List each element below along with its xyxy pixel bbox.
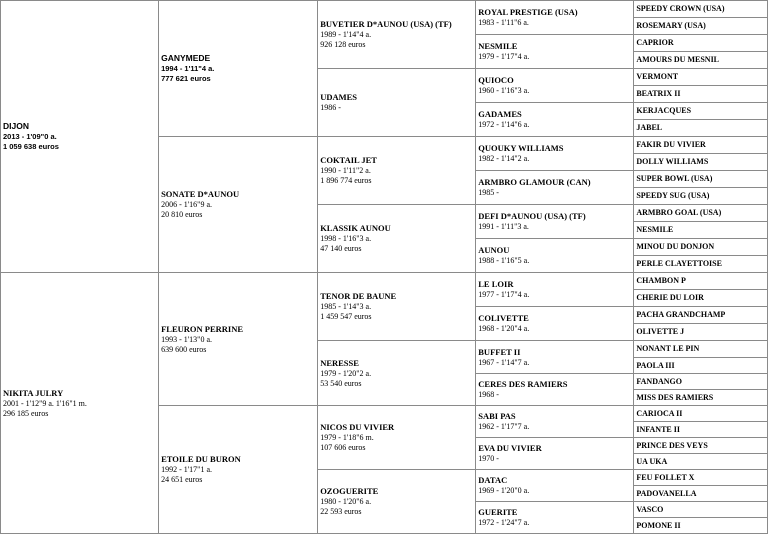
ancestor-name: GADAMES [478,109,522,119]
ancestor-name: VASCO [636,504,664,514]
ancestor-record: 1968 - [478,390,499,399]
ancestor-name: UA UKA [636,456,668,466]
gen4-ancestor [476,69,634,103]
ancestor-name: TENOR DE BAUNE [320,291,397,301]
ancestor-name: BUVETIER D*AUNOU (USA) (TF) [320,19,452,29]
gen5-ancestor [634,502,768,518]
ancestor-name: GUERITE [478,507,518,517]
ancestor-name: DATAC [478,475,508,485]
ancestor-name: QUIOCO [478,75,514,85]
gen4-ancestor [476,1,634,35]
gen5-ancestor [634,406,768,422]
ancestor-name: CHERIE DU LOIR [636,293,704,302]
ancestor-record: 1972 - 1'14"6 a. [478,120,530,129]
gen5-ancestor [634,154,768,171]
ancestor-name: FANDANGO [636,376,682,386]
ancestor-record: 1972 - 1'24"7 a. [478,518,530,527]
ancestor-name: ARMBRO GLAMOUR (CAN) [478,177,591,187]
gen3-ancestor [318,205,476,273]
ancestor-name: SABI PAS [478,411,516,421]
gen5-ancestor [634,256,768,273]
gen1-ancestor [1,1,159,273]
pedigree-row [1,1,768,18]
ancestor-record: 1992 - 1'17"1 a. [161,465,212,474]
gen5-ancestor [634,171,768,188]
gen3-ancestor [318,470,476,534]
ancestor-earnings: 777 621 euros [161,74,211,83]
gen4-ancestor [476,341,634,374]
gen5-ancestor [634,358,768,374]
ancestor-name: MISS DES RAMIERS [636,392,714,402]
gen3-ancestor [318,137,476,205]
ancestor-name: PAOLA III [636,360,675,370]
ancestor-name: ETOILE DU BURON [161,454,241,464]
ancestor-name: OLIVETTE J [636,327,685,336]
ancestor-earnings: 296 185 euros [3,408,49,418]
ancestor-record: 1960 - 1'16"3 a. [478,86,530,95]
ancestor-name: CARIOCA II [636,408,683,418]
ancestor-name: CAPRIOR [636,38,674,47]
ancestor-record: 1988 - 1'16"5 a. [478,256,530,265]
gen4-ancestor [476,205,634,239]
gen5-ancestor [634,18,768,35]
ancestor-record: 1980 - 1'20"6 a. [320,497,372,506]
ancestor-name: NONANT LE PIN [636,344,700,353]
ancestor-record: 1986 - [320,103,341,112]
ancestor-name: LE LOIR [478,279,514,289]
gen5-ancestor [634,222,768,239]
ancestor-name: SPEEDY CROWN (USA) [636,4,725,13]
gen4-ancestor [476,502,634,534]
gen5-ancestor [634,137,768,154]
ancestor-earnings: 1 459 547 euros [320,312,372,321]
gen5-ancestor [634,35,768,52]
ancestor-record: 1977 - 1'17"4 a. [478,290,530,299]
ancestor-name: SUPER BOWL (USA) [636,174,713,183]
gen3-ancestor [318,1,476,69]
ancestor-name: POMONE II [636,520,681,530]
ancestor-name: PERLE CLAYETTOISE [636,259,722,268]
pedigree-row [1,273,768,290]
gen4-ancestor [476,374,634,406]
ancestor-earnings: 1 059 638 euros [3,142,59,151]
ancestor-record: 1967 - 1'14"7 a. [478,357,530,367]
ancestor-name: CHAMBON P [636,276,686,285]
ancestor-earnings: 20 810 euros [161,210,203,219]
ancestor-name: SONATE D*AUNOU [161,189,240,199]
gen2-ancestor [159,406,318,534]
ancestor-record: 1979 - 1'18"6 m. [320,433,374,442]
gen4-ancestor [476,103,634,137]
gen3-ancestor [318,406,476,470]
gen2-ancestor [159,137,318,273]
gen5-ancestor [634,486,768,502]
gen4-ancestor [476,171,634,205]
ancestor-name: CERES DES RAMIERS [478,379,568,389]
ancestor-name: KLASSIK AUNOU [320,223,391,233]
gen4-ancestor [476,406,634,438]
ancestor-name: FLEURON PERRINE [161,323,244,334]
gen5-ancestor [634,324,768,341]
gen5-ancestor [634,438,768,454]
gen5-ancestor [634,188,768,205]
ancestor-record: 2006 - 1'16"9 a. [161,200,212,209]
gen5-ancestor [634,307,768,324]
gen4-ancestor [476,438,634,470]
ancestor-earnings: 53 540 euros [320,378,362,388]
ancestor-earnings: 24 651 euros [161,475,203,484]
ancestor-name: VERMONT [636,72,679,81]
ancestor-name: BUFFET II [478,346,521,357]
ancestor-name: ROSEMARY (USA) [636,21,706,30]
ancestor-name: KERJACQUES [636,106,692,115]
gen4-ancestor [476,239,634,273]
gen5-ancestor [634,422,768,438]
gen5-ancestor [634,52,768,69]
ancestor-name: QUOUKY WILLIAMS [478,143,564,153]
gen5-ancestor [634,69,768,86]
ancestor-record: 1969 - 1'20"0 a. [478,486,530,495]
gen5-ancestor [634,239,768,256]
ancestor-name: NICOS DU VIVIER [320,422,395,432]
ancestor-name: DIJON [3,121,29,131]
gen5-ancestor [634,120,768,137]
gen4-ancestor [476,137,634,171]
ancestor-name: JABEL [636,123,663,132]
gen3-ancestor [318,69,476,137]
ancestor-name: PADOVANELLA [636,488,697,498]
gen5-ancestor [634,454,768,470]
ancestor-earnings: 639 600 euros [161,344,207,354]
gen4-ancestor [476,307,634,341]
ancestor-earnings: 107 606 euros [320,443,366,452]
ancestor-record: 1998 - 1'16"3 a. [320,234,372,243]
gen5-ancestor [634,518,768,534]
ancestor-name: ARMBRO GOAL (USA) [636,208,722,217]
ancestor-earnings: 926 128 euros [320,40,366,49]
ancestor-record: 1989 - 1'14"4 a. [320,30,372,39]
ancestor-name: NESMILE [636,225,674,234]
ancestor-record: 1970 - [478,454,499,463]
ancestor-record: 1979 - 1'20"2 a. [320,368,372,378]
gen1-ancestor [1,273,159,534]
gen5-ancestor [634,205,768,222]
ancestor-name: NIKITA JULRY [3,387,64,398]
ancestor-name: GANYMEDE [161,53,211,63]
ancestor-earnings: 22 593 euros [320,507,362,516]
gen3-ancestor [318,273,476,341]
ancestor-name: SPEEDY SUG (USA) [636,191,710,200]
ancestor-record: 2013 - 1'09"0 a. [3,132,57,141]
ancestor-name: OZOGUERITE [320,486,379,496]
gen4-ancestor [476,273,634,307]
ancestor-name: COLIVETTE [478,313,529,323]
gen5-ancestor [634,273,768,290]
ancestor-record: 1983 - 1'11"6 a. [478,18,529,27]
ancestor-earnings: 47 140 euros [320,244,362,253]
ancestor-name: DEFI D*AUNOU (USA) (TF) [478,211,586,221]
ancestor-name: ROYAL PRESTIGE (USA) [478,7,578,17]
ancestor-name: UDAMES [320,92,358,102]
ancestor-record: 1991 - 1'11"3 a. [478,222,529,231]
ancestor-record: 1985 - [478,188,499,197]
gen2-ancestor [159,1,318,137]
ancestor-record: 1993 - 1'13"0 a. [161,334,212,344]
ancestor-record: 2001 - 1'12"9 a. 1'16"1 m. [3,398,87,408]
gen5-ancestor [634,290,768,307]
ancestor-name: BEATRIX II [636,89,681,98]
gen5-ancestor [634,103,768,120]
ancestor-name: COKTAIL JET [320,155,377,165]
gen5-ancestor [634,86,768,103]
gen3-ancestor [318,341,476,406]
ancestor-name: DOLLY WILLIAMS [636,157,709,166]
gen5-ancestor [634,390,768,406]
ancestor-name: AUNOU [478,245,510,255]
ancestor-name: NESMILE [478,41,518,51]
ancestor-record: 1968 - 1'20"4 a. [478,324,530,333]
gen5-ancestor [634,470,768,486]
ancestor-name: FEU FOLLET X [636,472,695,482]
ancestor-record: 1994 - 1'11"4 a. [161,64,215,73]
ancestor-name: PRINCE DES VEYS [636,440,708,450]
gen5-ancestor [634,1,768,18]
ancestor-name: MINOU DU DONJON [636,242,715,251]
ancestor-name: PACHA GRANDCHAMP [636,310,726,319]
ancestor-record: 1982 - 1'14"2 a. [478,154,530,163]
ancestor-record: 1979 - 1'17"4 a. [478,52,530,61]
gen4-ancestor [476,470,634,502]
ancestor-earnings: 1 896 774 euros [320,176,372,185]
ancestor-name: FAKIR DU VIVIER [636,140,706,149]
gen2-ancestor [159,273,318,406]
ancestor-name: NERESSE [320,357,359,368]
ancestor-record: 1990 - 1'11"2 a. [320,166,371,175]
ancestor-name: AMOURS DU MESNIL [636,55,720,64]
gen5-ancestor [634,341,768,358]
gen4-ancestor [476,35,634,69]
ancestor-record: 1985 - 1'14"3 a. [320,302,372,311]
ancestor-record: 1962 - 1'17"7 a. [478,422,530,431]
ancestor-name: EVA DU VIVIER [478,443,542,453]
ancestor-name: INFANTE II [636,424,680,434]
gen5-ancestor [634,374,768,390]
